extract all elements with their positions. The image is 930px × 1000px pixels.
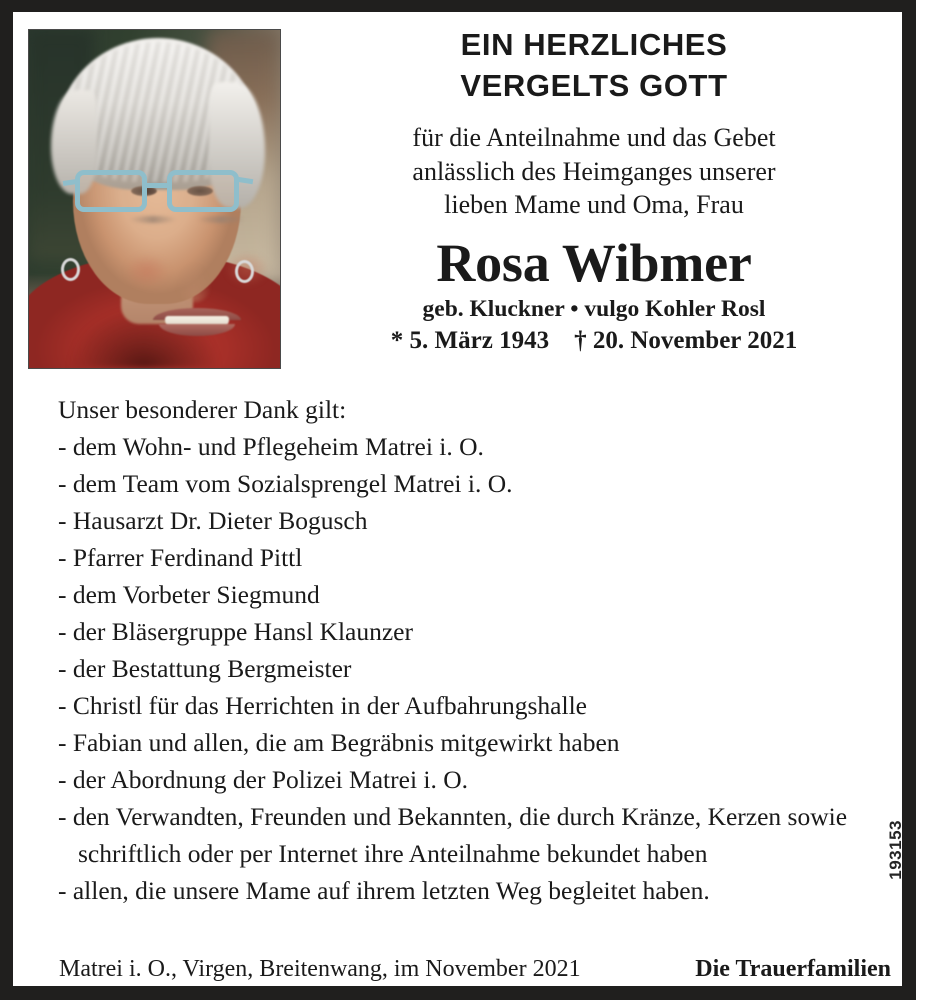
thanks-list-item: - der Abordnung der Polizei Matrei i. O. <box>58 765 469 794</box>
advertisement-reference-code <box>884 795 908 905</box>
deceased-name-subtitle: geb. Kluckner • vulgo Kohler Rosl <box>422 295 766 322</box>
headline-line-1: EIN HERZLICHES <box>460 27 728 62</box>
frame-border-left <box>0 0 13 1000</box>
thanks-lead-text: Unser besonderer Dank gilt: <box>58 395 347 424</box>
footer-line <box>59 954 891 984</box>
notice-content-area <box>13 12 902 986</box>
cheek-left <box>125 254 169 288</box>
deceased-name: Rosa Wibmer <box>436 232 752 293</box>
thanks-list-item: - Hausarzt Dr. Dieter Bogusch <box>58 506 368 535</box>
headline-line-2: VERGELTS GOTT <box>460 68 728 103</box>
thanks-list-item: - den Verwandten, Freunden und Bekannten, die durch Kränze, Kerzen sowie schriftlich oder per Internet ihre Anteilnahme bekundet haben <box>58 802 848 868</box>
smiling-mouth <box>153 308 241 336</box>
intro-line-3: lieben Mame und Oma, Frau <box>444 190 744 219</box>
intro-line-1: für die Anteilnahme und das Gebet <box>412 123 776 152</box>
frame-border-top <box>0 0 916 12</box>
thanks-list-item: - dem Wohn- und Pflegeheim Matrei i. O. <box>58 432 484 461</box>
thanks-list <box>58 428 888 909</box>
thanks-section <box>58 391 888 909</box>
side-code-text: 193153 <box>886 820 905 880</box>
deceased-dates: * 5. März 1943 † 20. November 2021 <box>390 326 798 354</box>
lens-left <box>75 170 147 212</box>
thanks-list-item: - Pfarrer Ferdinand Pittl <box>58 543 303 572</box>
thanks-list-item: - der Bläsergruppe Hansl Klaunzer <box>58 617 413 646</box>
lower-lip <box>159 324 235 336</box>
intro-text <box>300 121 888 222</box>
thanks-list-item: - der Bestattung Bergmeister <box>58 654 352 683</box>
thanks-list-item: - dem Team vom Sozialsprengel Matrei i. O. <box>58 469 513 498</box>
footer-mourning-families: Die Trauerfamilien <box>695 956 891 982</box>
earring-right <box>235 260 254 283</box>
frame-border-bottom <box>0 986 916 1000</box>
intro-line-2: anlässlich des Heimganges unserer <box>412 156 776 186</box>
earring-left <box>61 258 80 281</box>
portrait-photo <box>29 30 280 368</box>
eyeglasses <box>69 170 249 218</box>
lens-right <box>167 170 239 212</box>
thanks-list-item: - dem Vorbeter Siegmund <box>58 580 320 609</box>
headline-block <box>300 24 888 355</box>
footer-place-and-date: Matrei i. O., Virgen, Breitenwang, im November 2021 <box>59 956 581 982</box>
glasses-bridge <box>145 183 171 188</box>
top-section <box>13 12 902 380</box>
thanks-list-item: - Christl für das Herrichten in der Aufbahrungshalle <box>58 691 587 720</box>
nose <box>177 264 211 302</box>
thanks-list-item: - allen, die unsere Mame auf ihrem letzten Weg begleitet haben. <box>58 876 710 905</box>
thanks-list-item: - Fabian und allen, die am Begräbnis mitgewirkt haben <box>58 728 620 757</box>
glasses-temple-right <box>237 177 254 184</box>
